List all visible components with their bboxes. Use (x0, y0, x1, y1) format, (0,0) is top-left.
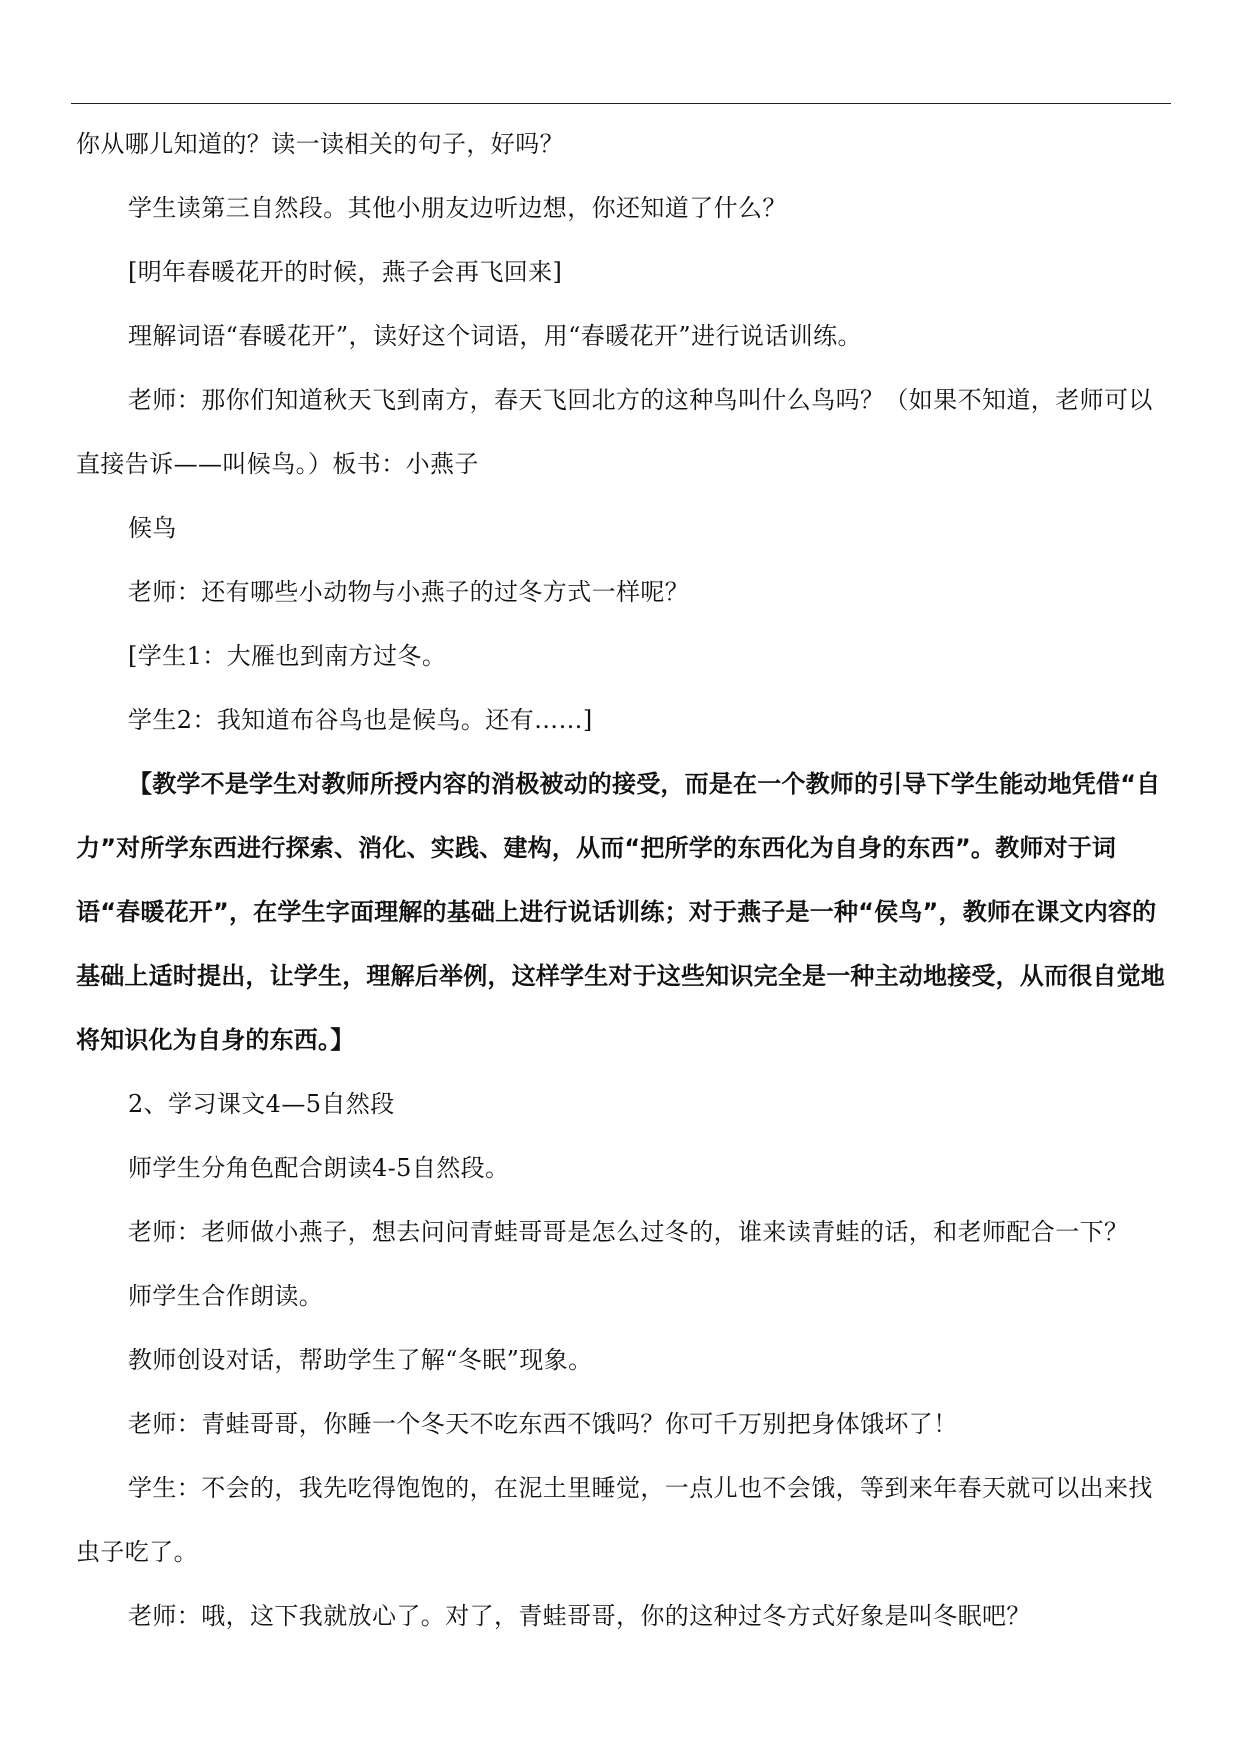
paragraph: 老师：还有哪些小动物与小燕子的过冬方式一样呢？ (128, 578, 690, 606)
paragraph: 老师：青蛙哥哥，你睡一个冬天不吃东西不饿吗？你可千万别把身体饿坏了！ (128, 1410, 958, 1438)
paragraph: 老师：老师做小燕子，想去问问青蛙哥哥是怎么过冬的，谁来读青蛙的话，和老师配合一下？ (128, 1218, 1129, 1246)
paragraph: 候鸟 (128, 514, 177, 542)
paragraph: 师学生分角色配合朗读4-5自然段。 (128, 1154, 510, 1182)
paragraph: 你从哪儿知道的？读一读相关的句子，好吗？ (76, 130, 564, 158)
paragraph: 教师创设对话，帮助学生了解“冬眠”现象。 (128, 1346, 593, 1374)
paragraph: 学生读第三自然段。其他小朋友边听边想，你还知道了什么？ (128, 194, 787, 222)
paragraph: 老师：哦，这下我就放心了。对了，青蛙哥哥，你的这种过冬方式好象是叫冬眠吧？ (128, 1602, 1031, 1630)
commentary-paragraph: 【教学不是学生对教师所授内容的消极被动的接受，而是在一个教师的引导下学生能动地凭借“自力”对所学东西进行探索、消化、实践、建构，从而“把所学的东西化为自身的东西”。教师对于词语“春暖花开”，在学生字面理解的基础上进行说话训练；对于燕子是一种“侯鸟”，教师在课文内容的基础上适时提出，让学生，理解后举例，这样学生对于这些知识完全是一种主动地接受，从而很自觉地将知识化为自身的东西。】 (76, 770, 1165, 1054)
paragraph: 理解词语“春暖花开”，读好这个词语，用“春暖花开”进行说话训练。 (128, 322, 862, 350)
header-rule (71, 103, 1171, 104)
paragraph: 老师：那你们知道秋天飞到南方，春天飞回北方的这种鸟叫什么鸟吗？（如果不知道，老师可以直接告诉——叫候鸟。）板书：小燕子 (76, 386, 1153, 478)
paragraph: 学生：不会的，我先吃得饱饱的，在泥土里睡觉，一点儿也不会饿，等到来年春天就可以出来找虫子吃了。 (76, 1474, 1153, 1566)
paragraph: 学生2：我知道布谷鸟也是候鸟。还有……] (128, 706, 593, 734)
document-body (76, 112, 1166, 1648)
paragraph: [明年春暖花开的时候，燕子会再飞回来] (128, 258, 563, 286)
section-heading: 2、学习课文4—5自然段 (128, 1090, 395, 1118)
paragraph: [学生1：大雁也到南方过冬。 (128, 642, 447, 670)
paragraph: 师学生合作朗读。 (128, 1282, 324, 1310)
